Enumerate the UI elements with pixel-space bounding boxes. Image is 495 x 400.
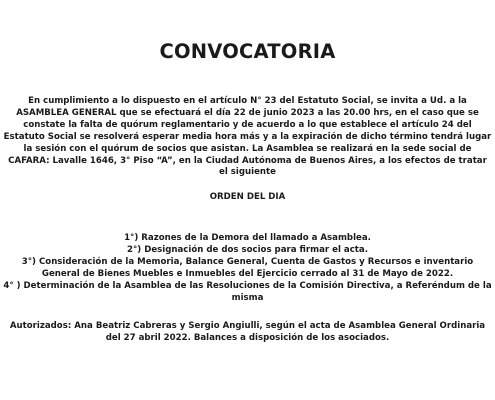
- intro-paragraph: En cumplimiento a lo dispuesto en el artículo N° 23 del Estatuto Social, se invita a Ud. a la ASAMBLEA GENERAL que se efectuará el día 22 de junio 2023 a las 20.00 hrs, en el caso que se constate la falta de quórum reglamentario y de acuerdo a lo que establece el artículo 24 del Estatuto Social se resolverá esperar media hora más y a la expiración de dicho término tendrá lugar la sesión con el quórum de socios que asistan. La Asamblea se realizará en la sede social de CAFARA: Lavalle 1646, 3° Piso “A”, en la Ciudad Autónoma de Buenos Aires, a los efectos de tratar el siguiente: [3, 96, 492, 178]
- agenda-heading: ORDEN DEL DIA: [209, 192, 286, 202]
- agenda-item: 3°) Consideración de la Memoria, Balance General, Cuenta de Gastos y Recursos e inventario General de Bienes Muebles e Inmuebles del Ejercicio cerrado al 31 de Mayo de 2022.: [21, 257, 474, 279]
- agenda-item: 2°) Designación de dos socios para firmar el acta.: [127, 245, 368, 255]
- agenda-list: [3, 232, 492, 304]
- authorized-paragraph: Autorizados: Ana Beatriz Cabreras y Sergio Angiulli, según el acta de Asamblea General Ordinaria del 27 abril 2022. Balances a disposición de los asociados.: [9, 321, 486, 343]
- agenda-item: 4° ) Determinación de la Asamblea de las Resoluciones de la Comisión Directiva, a Referéndum de la misma: [3, 281, 492, 303]
- agenda-item: 1°) Razones de la Demora del llamado a Asamblea.: [124, 233, 371, 243]
- document-title: CONVOCATORIA: [159, 40, 336, 63]
